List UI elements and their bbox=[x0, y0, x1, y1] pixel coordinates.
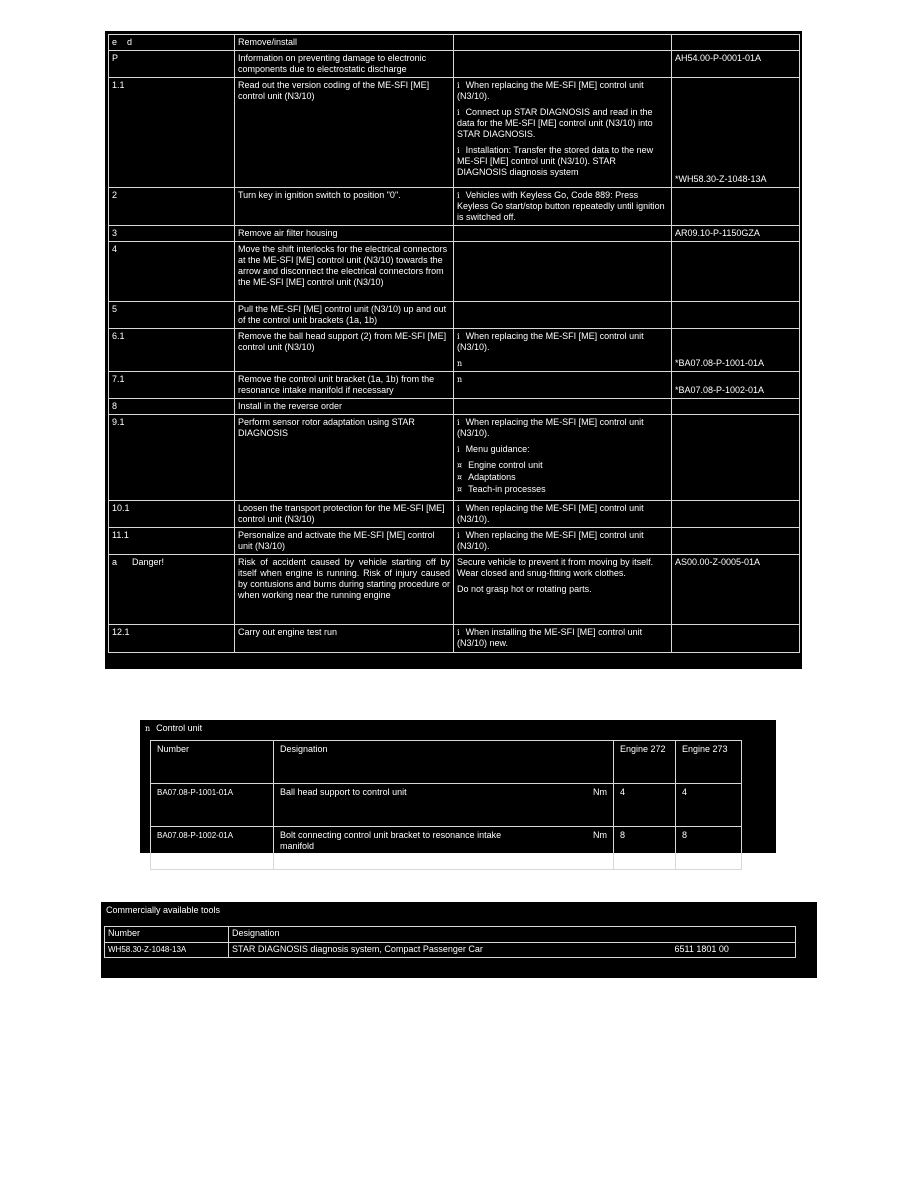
step-reference bbox=[672, 528, 800, 555]
col-number: Number bbox=[151, 741, 274, 784]
step-reference bbox=[672, 399, 800, 415]
col-number: Number bbox=[105, 927, 229, 943]
procedure-row bbox=[109, 242, 800, 302]
info-icon: i bbox=[457, 191, 460, 200]
info-icon: i bbox=[457, 332, 460, 341]
note-line: i Connect up STAR DIAGNOSIS and read in the data for the ME-SFI [ME] control unit (N3/10) into STAR DIAGNOSIS. bbox=[457, 107, 653, 139]
note-line: ¤ Teach-in processes bbox=[457, 484, 546, 494]
step-number: 2 bbox=[109, 188, 235, 226]
step-reference bbox=[672, 501, 800, 528]
note-icon: n bbox=[457, 359, 463, 368]
info-icon: i bbox=[457, 418, 460, 427]
note-line: Secure vehicle to prevent it from moving by itself. Wear closed and snug-fitting work clothes. bbox=[457, 557, 654, 578]
step-action: Pull the ME-SFI [ME] control unit (N3/10) up and out of the control unit brackets (1a, 1b) bbox=[235, 302, 454, 329]
torque-value-272: 8 bbox=[614, 827, 676, 870]
step-action: Perform sensor rotor adaptation using STAR DIAGNOSIS bbox=[235, 415, 454, 501]
tool-part-number: 6511 1801 00 bbox=[674, 944, 729, 954]
procedure-panel bbox=[105, 31, 802, 669]
procedure-row bbox=[109, 78, 800, 188]
table-row bbox=[151, 784, 742, 827]
step-note bbox=[454, 226, 672, 242]
procedure-row bbox=[109, 372, 800, 399]
info-icon: i bbox=[457, 146, 460, 155]
info-icon: i bbox=[457, 531, 460, 540]
step-note bbox=[454, 78, 672, 188]
step-number: a Danger! bbox=[109, 555, 235, 625]
tools-panel bbox=[101, 902, 817, 978]
col-engine-273: Engine 273 bbox=[676, 741, 742, 784]
step-action: Install in the reverse order bbox=[235, 399, 454, 415]
step-number: e d bbox=[109, 35, 235, 51]
procedure-row bbox=[109, 188, 800, 226]
step-reference bbox=[672, 625, 800, 653]
step-action: Remove/install bbox=[235, 35, 454, 51]
info-icon: i bbox=[457, 81, 460, 90]
procedure-row bbox=[109, 415, 800, 501]
step-action: Remove the control unit bracket (1a, 1b) from the resonance intake manifold if necessary bbox=[235, 372, 454, 399]
reference-link[interactable]: *WH58.30-Z-1048-13A bbox=[675, 174, 767, 184]
step-note bbox=[454, 35, 672, 51]
table-row bbox=[105, 943, 796, 958]
torque-value-272: 4 bbox=[614, 784, 676, 827]
step-number: 4 bbox=[109, 242, 235, 302]
step-reference bbox=[672, 51, 800, 78]
info-icon: i bbox=[457, 504, 460, 513]
step-reference bbox=[672, 78, 800, 188]
procedure-row bbox=[109, 625, 800, 653]
step-number: 1.1 bbox=[109, 78, 235, 188]
procedure-row bbox=[109, 399, 800, 415]
step-number: 10.1 bbox=[109, 501, 235, 528]
note-icon: n bbox=[457, 375, 463, 384]
step-action: Personalize and activate the ME-SFI [ME] control unit (N3/10) bbox=[235, 528, 454, 555]
note-line: i When installing the ME-SFI [ME] control unit (N3/10) new. bbox=[457, 627, 643, 648]
procedure-row bbox=[109, 329, 800, 372]
step-reference bbox=[672, 226, 800, 242]
info-icon: i bbox=[457, 108, 460, 117]
note-line: i When replacing the ME-SFI [ME] control unit (N3/10). bbox=[457, 417, 644, 438]
procedure-row bbox=[109, 51, 800, 78]
note-line: ¤ Engine control unit bbox=[457, 460, 543, 470]
note-line: i Vehicles with Keyless Go, Code 889: Press Keyless Go start/stop button repeatedly until ignition is switched off. bbox=[457, 190, 665, 222]
procedure-row bbox=[109, 302, 800, 329]
step-reference bbox=[672, 415, 800, 501]
step-note bbox=[454, 372, 672, 399]
tools-header-row bbox=[105, 927, 796, 943]
step-note bbox=[454, 528, 672, 555]
col-designation: Designation bbox=[229, 927, 796, 943]
torque-panel bbox=[140, 720, 776, 853]
torque-number: BA07.08-P-1001-01A bbox=[151, 784, 274, 827]
step-note bbox=[454, 415, 672, 501]
step-action: Turn key in ignition switch to position "0". bbox=[235, 188, 454, 226]
note-line: i Menu guidance: bbox=[457, 444, 530, 454]
step-number: 3 bbox=[109, 226, 235, 242]
step-reference bbox=[672, 242, 800, 302]
step-reference bbox=[672, 372, 800, 399]
tools-caption: Commercially available tools bbox=[106, 905, 221, 915]
step-number: 8 bbox=[109, 399, 235, 415]
tool-designation: STAR DIAGNOSIS diagnosis system, Compact Passenger Car 6511 1801 00 bbox=[229, 943, 796, 958]
torque-value-273: 8 bbox=[676, 827, 742, 870]
step-number: 11.1 bbox=[109, 528, 235, 555]
procedure-table bbox=[108, 34, 800, 653]
reference-link[interactable]: AS00.00-Z-0005-01A bbox=[675, 557, 761, 567]
step-note bbox=[454, 51, 672, 78]
step-number: P bbox=[109, 51, 235, 78]
col-engine-272: Engine 272 bbox=[614, 741, 676, 784]
step-note bbox=[454, 501, 672, 528]
step-note bbox=[454, 188, 672, 226]
step-number: 12.1 bbox=[109, 625, 235, 653]
bullet-icon: ¤ bbox=[457, 461, 463, 470]
torque-value-273: 4 bbox=[676, 784, 742, 827]
note-line: Do not grasp hot or rotating parts. bbox=[457, 584, 592, 594]
step-action: Move the shift interlocks for the electrical connectors at the ME-SFI [ME] control unit (N3/10) towards the arrow and disconnect the electrical connectors from the ME-SFI [ME] control unit (N3/10) bbox=[235, 242, 454, 302]
note-icon: n bbox=[145, 724, 151, 733]
step-note bbox=[454, 242, 672, 302]
note-line: i When replacing the ME-SFI [ME] control unit (N3/10). bbox=[457, 331, 644, 352]
step-number: 9.1 bbox=[109, 415, 235, 501]
procedure-row bbox=[109, 35, 800, 51]
step-number: 5 bbox=[109, 302, 235, 329]
note-line: i When replacing the ME-SFI [ME] control unit (N3/10). bbox=[457, 503, 644, 524]
bullet-icon: ¤ bbox=[457, 473, 463, 482]
step-note bbox=[454, 329, 672, 372]
info-icon: i bbox=[457, 445, 460, 454]
note-line: ¤ Adaptations bbox=[457, 472, 516, 482]
step-action: Read out the version coding of the ME-SFI [ME] control unit (N3/10) bbox=[235, 78, 454, 188]
note-line: i When replacing the ME-SFI [ME] control unit (N3/10). bbox=[457, 80, 644, 101]
note-line: i Installation: Transfer the stored data to the new ME-SFI [ME] control unit (N3/10). STAR DIAGNOSIS diagnosis system bbox=[457, 145, 654, 177]
table-row bbox=[151, 827, 742, 870]
step-action: Remove the ball head support (2) from ME-SFI [ME] control unit (N3/10) bbox=[235, 329, 454, 372]
tool-number: WH58.30-Z-1048-13A bbox=[105, 943, 229, 958]
step-reference bbox=[672, 35, 800, 51]
step-reference bbox=[672, 329, 800, 372]
note-line bbox=[457, 358, 668, 369]
torque-caption: n Control unit bbox=[145, 723, 203, 733]
procedure-row bbox=[109, 226, 800, 242]
torque-table bbox=[150, 740, 742, 870]
procedure-row bbox=[109, 501, 800, 528]
step-action: Remove air filter housing bbox=[235, 226, 454, 242]
bullet-icon: ¤ bbox=[457, 485, 463, 494]
step-action: Carry out engine test run bbox=[235, 625, 454, 653]
step-note bbox=[454, 302, 672, 329]
torque-designation: Nm Bolt connecting control unit bracket to resonance intake manifold bbox=[274, 827, 614, 870]
tools-table bbox=[104, 926, 796, 958]
reference-link[interactable]: *BA07.08-P-1001-01A bbox=[675, 358, 765, 368]
step-action: Loosen the transport protection for the ME-SFI [ME] control unit (N3/10) bbox=[235, 501, 454, 528]
torque-designation: Nm Ball head support to control unit bbox=[274, 784, 614, 827]
procedure-row bbox=[109, 528, 800, 555]
info-icon: i bbox=[457, 628, 460, 637]
col-designation: Designation bbox=[274, 741, 614, 784]
step-action: Risk of accident caused by vehicle starting off by itself when engine is running. Risk of injury caused by contusions and burns during starting procedure or when working near the running engine bbox=[235, 555, 454, 625]
step-number: 6.1 bbox=[109, 329, 235, 372]
step-reference bbox=[672, 555, 800, 625]
torque-number: BA07.08-P-1002-01A bbox=[151, 827, 274, 870]
reference-link[interactable]: *BA07.08-P-1002-01A bbox=[675, 385, 765, 395]
step-note bbox=[454, 625, 672, 653]
note-line: i When replacing the ME-SFI [ME] control unit (N3/10). bbox=[457, 530, 644, 551]
procedure-row bbox=[109, 555, 800, 625]
step-number: 7.1 bbox=[109, 372, 235, 399]
step-note bbox=[454, 555, 672, 625]
reference-link[interactable]: AR09.10-P-1150GZA bbox=[675, 228, 760, 238]
step-reference bbox=[672, 302, 800, 329]
step-reference bbox=[672, 188, 800, 226]
reference-link[interactable]: AH54.00-P-0001-01A bbox=[675, 53, 762, 63]
step-action: Information on preventing damage to electronic components due to electrostatic discharge bbox=[235, 51, 454, 78]
step-note bbox=[454, 399, 672, 415]
torque-header-row bbox=[151, 741, 742, 784]
note-line bbox=[457, 374, 668, 385]
